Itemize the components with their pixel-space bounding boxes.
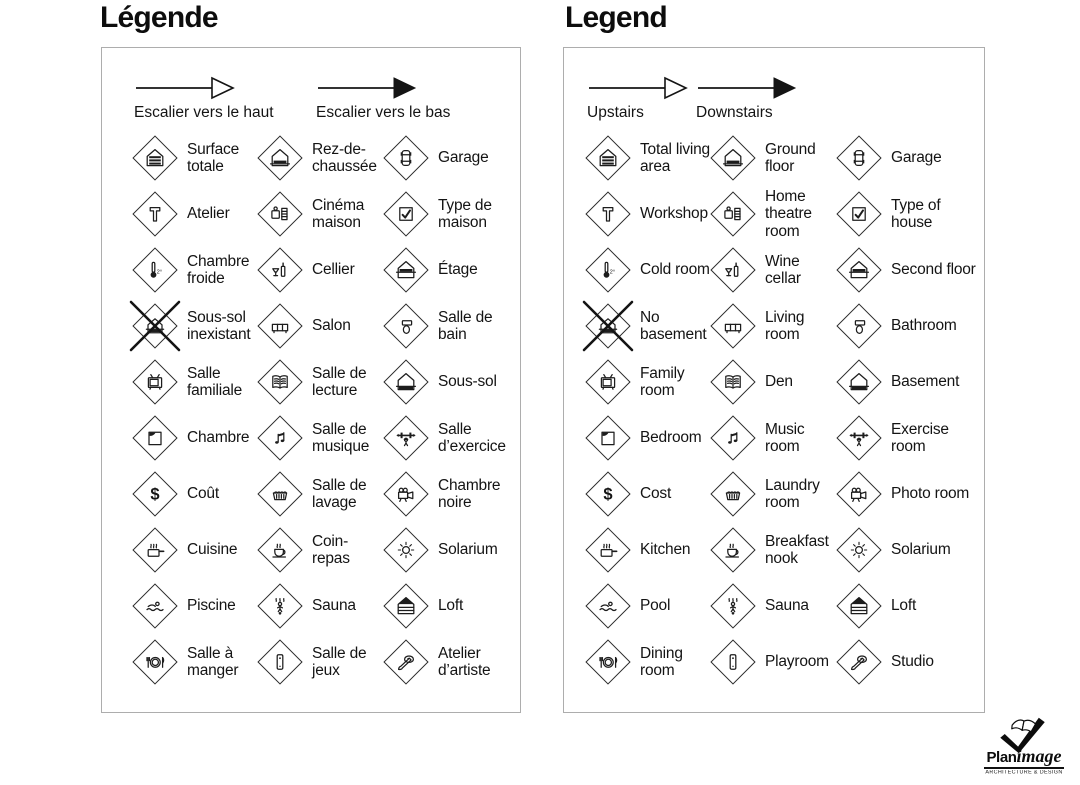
legend-item-label: Salle d’exercice xyxy=(438,420,506,455)
wine-cellar-icon xyxy=(710,247,756,293)
legend-item-label: Garage xyxy=(438,149,489,167)
legend-item-label: Playroom xyxy=(765,653,829,671)
legend-item-label: Rez-de-chaussée xyxy=(312,140,377,175)
legend-item-label: Pool xyxy=(640,597,671,615)
breakfast-icon xyxy=(710,527,756,573)
stair-arrows-fr xyxy=(132,75,514,122)
legend-item-label: Bedroom xyxy=(640,429,702,447)
upstairs-arrow-block xyxy=(134,75,286,122)
legend-item xyxy=(836,410,978,466)
legend-item xyxy=(836,634,978,690)
downstairs-arrow-block xyxy=(316,75,450,122)
kitchen-icon xyxy=(585,527,631,573)
legend-item xyxy=(257,298,383,354)
legend-item xyxy=(585,578,710,634)
stair-arrows-en xyxy=(585,75,978,122)
legend-item xyxy=(710,354,836,410)
legend-item-label: Music room xyxy=(765,420,805,455)
legend-item-label: Salon xyxy=(312,317,351,335)
legend-item xyxy=(710,298,836,354)
second-floor-icon xyxy=(836,247,882,293)
legend-item xyxy=(836,466,978,522)
legend-item xyxy=(132,298,257,354)
legend-item xyxy=(710,522,836,578)
legend-item-label: Atelier d’artiste xyxy=(438,644,491,679)
upstairs-arrow-label: Upstairs xyxy=(587,104,644,121)
legend-item-label: Salle familiale xyxy=(187,364,243,399)
bedroom-icon xyxy=(132,415,178,461)
legend-item xyxy=(836,242,978,298)
legend-title-en: Legend xyxy=(565,1,667,34)
workshop-icon xyxy=(585,191,631,237)
downstairs-arrow-icon xyxy=(696,75,798,101)
legend-item-label: Atelier xyxy=(187,205,230,223)
legend-item-label: Salle de lavage xyxy=(312,476,367,511)
camera-icon xyxy=(383,471,429,517)
sofa-icon xyxy=(710,303,756,349)
pool-icon xyxy=(585,583,631,629)
garage-icon xyxy=(383,135,429,181)
wine-cellar-icon xyxy=(257,247,303,293)
house-type-icon xyxy=(836,191,882,237)
legend-item-label: Type de maison xyxy=(438,196,492,231)
legend-item-label: Photo room xyxy=(891,485,970,503)
legend-item-label: Loft xyxy=(438,597,464,615)
house-type-icon xyxy=(383,191,429,237)
music-icon xyxy=(710,415,756,461)
legend-item-label: Piscine xyxy=(187,597,236,615)
legend-item xyxy=(836,578,978,634)
bathroom-icon xyxy=(836,303,882,349)
legend-item-label: No basement xyxy=(640,308,707,343)
cost-icon xyxy=(585,471,631,517)
svg-text:$: $ xyxy=(603,485,613,504)
legend-item xyxy=(132,130,257,186)
legend-item xyxy=(132,186,257,242)
legend-item xyxy=(585,242,710,298)
legend-item xyxy=(132,354,257,410)
breakfast-icon xyxy=(257,527,303,573)
legend-item xyxy=(383,130,514,186)
legend-item-label: Salle de lecture xyxy=(312,364,367,399)
legend-item xyxy=(710,634,836,690)
planimage-logo xyxy=(972,714,1076,776)
legend-item-label: Salle à manger xyxy=(187,644,239,679)
upstairs-arrow-icon xyxy=(134,75,236,101)
legend-item-label: Surface totale xyxy=(187,140,240,175)
basement-icon xyxy=(836,359,882,405)
legend-grid-en xyxy=(585,130,978,690)
no-basement-icon xyxy=(132,303,178,349)
legend-grid-fr xyxy=(132,130,514,690)
legend-item xyxy=(257,242,383,298)
legend-item-label: Chambre froide xyxy=(187,252,250,287)
workshop-icon xyxy=(132,191,178,237)
legend-item-label: Garage xyxy=(891,149,942,167)
legend-item xyxy=(132,578,257,634)
upstairs-arrow-block xyxy=(587,75,667,122)
exercise-icon xyxy=(836,415,882,461)
studio-icon xyxy=(836,639,882,685)
legend-item xyxy=(383,410,514,466)
legend-item xyxy=(585,466,710,522)
legend-item xyxy=(257,578,383,634)
book-icon xyxy=(710,359,756,405)
legend-item xyxy=(836,522,978,578)
legend-item-label: Salle de bain xyxy=(438,308,493,343)
legend-item-label: Coût xyxy=(187,485,219,503)
legend-item xyxy=(132,634,257,690)
legend-item-label: Studio xyxy=(891,653,934,671)
legend-item-label: Sous-sol xyxy=(438,373,497,391)
legend-title-fr: Légende xyxy=(100,1,218,34)
legend-item xyxy=(257,410,383,466)
legend-item-label: Coin-repas xyxy=(312,532,350,567)
legend-item xyxy=(710,186,836,242)
legend-item xyxy=(132,242,257,298)
legend-item-label: Living room xyxy=(765,308,805,343)
legend-item-label: Family room xyxy=(640,364,685,399)
legend-item-label: Salle de jeux xyxy=(312,644,367,679)
legend-item-label: Kitchen xyxy=(640,541,691,559)
legend-item xyxy=(383,242,514,298)
home-theatre-icon xyxy=(257,191,303,237)
solarium-icon xyxy=(383,527,429,573)
legend-item-label: Ground floor xyxy=(765,140,816,175)
planimage-wordmark xyxy=(984,747,1063,769)
cold-room-icon xyxy=(132,247,178,293)
sauna-icon xyxy=(257,583,303,629)
downstairs-arrow-label: Escalier vers le bas xyxy=(316,104,451,121)
crossed-out-x-icon xyxy=(127,298,183,354)
legend-item-label: Sauna xyxy=(312,597,356,615)
legend-item xyxy=(383,466,514,522)
legend-item-label: Chambre noire xyxy=(438,476,501,511)
logo-image-text: image xyxy=(1016,746,1062,766)
dining-icon xyxy=(132,639,178,685)
svg-text:2°: 2° xyxy=(609,269,616,276)
kitchen-icon xyxy=(132,527,178,573)
sofa-icon xyxy=(257,303,303,349)
legend-item xyxy=(132,466,257,522)
legend-item-label: Salle de musique xyxy=(312,420,370,455)
basement-icon xyxy=(383,359,429,405)
downstairs-arrow-icon xyxy=(316,75,418,101)
legend-item-label: Sauna xyxy=(765,597,809,615)
legend-item-label: Basement xyxy=(891,373,960,391)
legend-item-label: Total living area xyxy=(640,140,710,175)
playroom-icon xyxy=(257,639,303,685)
legend-item-label: Cost xyxy=(640,485,672,503)
total-area-icon xyxy=(132,135,178,181)
downstairs-arrow-block xyxy=(696,75,798,122)
book-icon xyxy=(257,359,303,405)
legend-item xyxy=(383,578,514,634)
legend-item-label: Cellier xyxy=(312,261,355,279)
crossed-out-x-icon xyxy=(580,298,636,354)
legend-item-label: Laundry room xyxy=(765,476,820,511)
playroom-icon xyxy=(710,639,756,685)
bedroom-icon xyxy=(585,415,631,461)
legend-item-label: Cinéma maison xyxy=(312,196,365,231)
legend-item-label: Étage xyxy=(438,261,478,279)
legend-item-label: Sous-sol inexistant xyxy=(187,308,251,343)
legend-item xyxy=(710,466,836,522)
ground-floor-icon xyxy=(257,135,303,181)
legend-item-label: Exercise room xyxy=(891,420,949,455)
legend-item-label: Dining room xyxy=(640,644,683,679)
music-icon xyxy=(257,415,303,461)
exercise-icon xyxy=(383,415,429,461)
loft-icon xyxy=(836,583,882,629)
legend-panel-en xyxy=(563,47,985,713)
sauna-icon xyxy=(710,583,756,629)
legend-item xyxy=(257,634,383,690)
legend-item xyxy=(383,522,514,578)
bathroom-icon xyxy=(383,303,429,349)
upstairs-arrow-label: Escalier vers le haut xyxy=(134,104,274,121)
ground-floor-icon xyxy=(710,135,756,181)
logo-tagline: ARCHITECTURE & DESIGN xyxy=(985,770,1063,776)
legend-item xyxy=(836,298,978,354)
legend-item xyxy=(710,130,836,186)
loft-icon xyxy=(383,583,429,629)
legend-item-label: Second floor xyxy=(891,261,976,279)
legend-item-label: Chambre xyxy=(187,429,250,447)
total-area-icon xyxy=(585,135,631,181)
legend-item-label: Wine cellar xyxy=(765,252,801,287)
legend-item xyxy=(257,466,383,522)
legend-item xyxy=(836,354,978,410)
legend-item xyxy=(383,186,514,242)
legend-item xyxy=(710,578,836,634)
legend-item xyxy=(257,130,383,186)
svg-text:$: $ xyxy=(150,485,160,504)
legend-item xyxy=(836,130,978,186)
tv-icon xyxy=(585,359,631,405)
home-theatre-icon xyxy=(710,191,756,237)
legend-item-label: Loft xyxy=(891,597,917,615)
legend-item xyxy=(132,410,257,466)
legend-item xyxy=(710,242,836,298)
legend-item xyxy=(585,298,710,354)
dining-icon xyxy=(585,639,631,685)
legend-item-label: Workshop xyxy=(640,205,708,223)
legend-item-label: Solarium xyxy=(438,541,498,559)
legend-item xyxy=(383,354,514,410)
upstairs-arrow-icon xyxy=(587,75,689,101)
legend-item xyxy=(585,522,710,578)
legend-item xyxy=(585,410,710,466)
legend-item xyxy=(383,634,514,690)
cold-room-icon xyxy=(585,247,631,293)
legend-item-label: Home theatre room xyxy=(765,187,812,240)
laundry-icon xyxy=(257,471,303,517)
legend-item xyxy=(585,130,710,186)
legend-item xyxy=(710,410,836,466)
legend-item xyxy=(132,522,257,578)
legend-panel-fr xyxy=(101,47,521,713)
logo-plan-text: Plan xyxy=(986,749,1017,766)
garage-icon xyxy=(836,135,882,181)
laundry-icon xyxy=(710,471,756,517)
svg-text:2°: 2° xyxy=(156,269,163,276)
cost-icon xyxy=(132,471,178,517)
second-floor-icon xyxy=(383,247,429,293)
studio-icon xyxy=(383,639,429,685)
legend-item xyxy=(836,186,978,242)
no-basement-icon xyxy=(585,303,631,349)
legend-item xyxy=(585,354,710,410)
legend-item-label: Type of house xyxy=(891,196,941,231)
pool-icon xyxy=(132,583,178,629)
legend-item xyxy=(383,298,514,354)
legend-item xyxy=(585,186,710,242)
tv-icon xyxy=(132,359,178,405)
legend-item-label: Solarium xyxy=(891,541,951,559)
legend-item-label: Den xyxy=(765,373,793,391)
legend-item-label: Bathroom xyxy=(891,317,957,335)
legend-item-label: Cold room xyxy=(640,261,710,279)
downstairs-arrow-label: Downstairs xyxy=(696,104,773,121)
legend-item-label: Cuisine xyxy=(187,541,238,559)
legend-item-label: Breakfast nook xyxy=(765,532,829,567)
camera-icon xyxy=(836,471,882,517)
solarium-icon xyxy=(836,527,882,573)
legend-item xyxy=(585,634,710,690)
legend-item xyxy=(257,522,383,578)
legend-item xyxy=(257,186,383,242)
legend-item xyxy=(257,354,383,410)
